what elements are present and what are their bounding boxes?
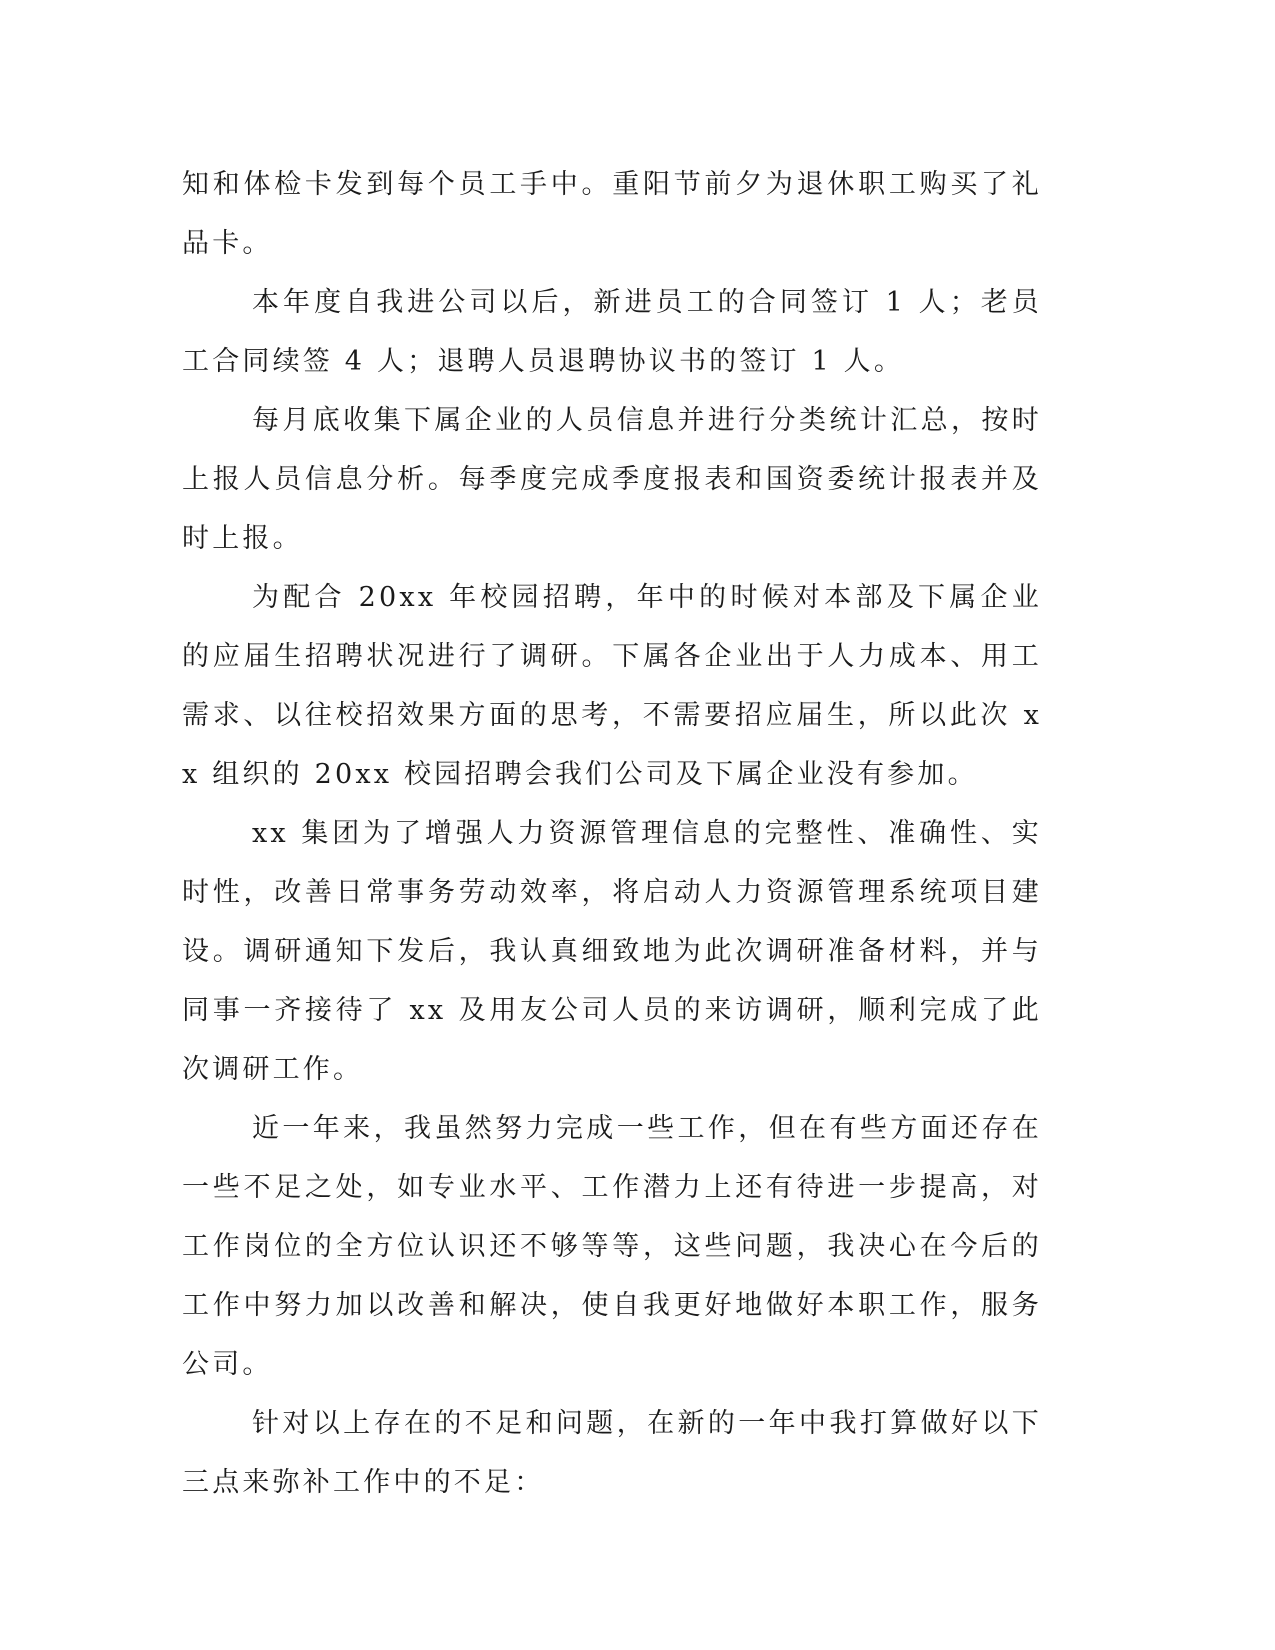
paragraph-monthly-statistics: 每月底收集下属企业的人员信息并进行分类统计汇总，按时上报人员信息分析。每季度完成季度报表和国资委统计报表并及时上报。	[182, 405, 1042, 554]
paragraph-shortcomings: 近一年来，我虽然努力完成一些工作，但在有些方面还存在一些不足之处，如专业水平、工作潜力上还有待进一步提高，对工作岗位的全方位认识还不够等等，这些问题，我决心在今后的工作中努力加以改善和解决，使自我更好地做好本职工作，服务公司。	[182, 1113, 1042, 1380]
paragraph-contracts: 本年度自我进公司以后，新进员工的合同签订 1 人；老员工合同续签 4 人；退聘人员退聘协议书的签订 1 人。	[182, 287, 1042, 377]
document-body	[182, 155, 1042, 1512]
paragraph-improvement-plan: 针对以上存在的不足和问题，在新的一年中我打算做好以下三点来弥补工作中的不足：	[182, 1408, 1042, 1498]
paragraph-campus-recruitment: 为配合 20xx 年校园招聘，年中的时候对本部及下属企业的应届生招聘状况进行了调研。下属各企业出于人力成本、用工需求、以往校招效果方面的思考，不需要招应届生，所以此次 xx 组织的 20xx 校园招聘会我们公司及下属企业没有参加。	[182, 582, 1042, 790]
paragraph-continuation: 知和体检卡发到每个员工手中。重阳节前夕为退休职工购买了礼品卡。	[182, 169, 1042, 259]
paragraph-hr-system: xx 集团为了增强人力资源管理信息的完整性、准确性、实时性，改善日常事务劳动效率，将启动人力资源管理系统项目建设。调研通知下发后，我认真细致地为此次调研准备材料，并与同事一齐接待了 xx 及用友公司人员的来访调研，顺利完成了此次调研工作。	[182, 818, 1042, 1085]
